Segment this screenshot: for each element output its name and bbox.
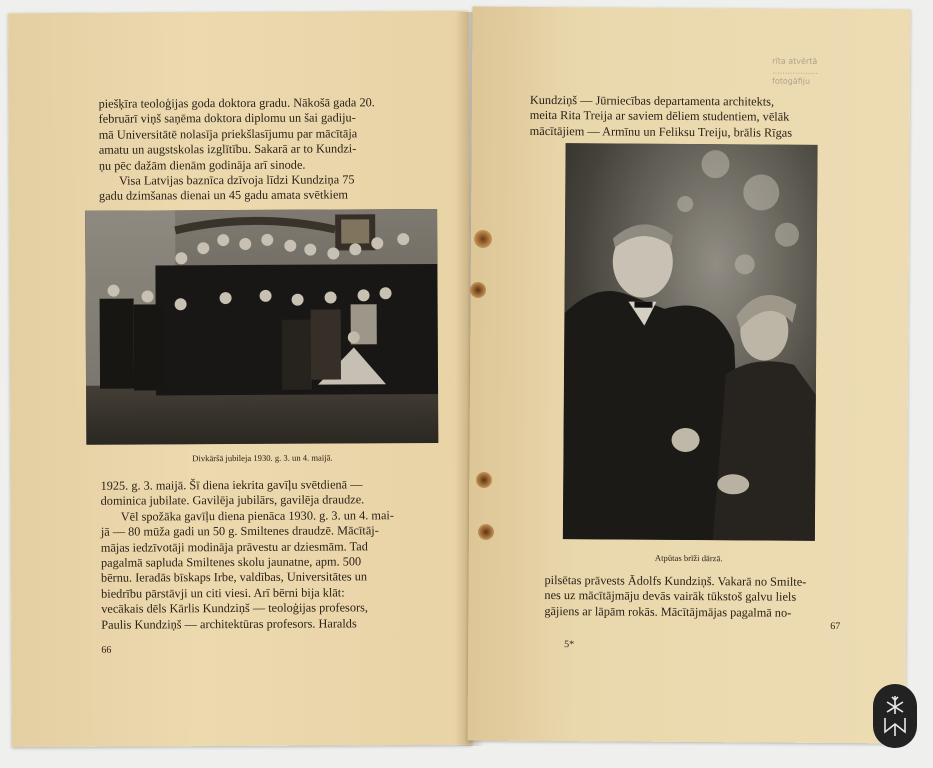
watermark-badge: [873, 684, 917, 748]
text-line: 1925. g. 3. maijā. Šī diena iekrita gavīļu svētdienā —: [100, 477, 363, 493]
text-line: meita Rita Treija ar saviem dēliem studentiem, vēlāk: [529, 108, 790, 125]
pencil-note: [772, 57, 818, 87]
text-line: amatu un augstskolas izglītību. Sakarā ar to Kundzi-: [98, 141, 357, 157]
rust-stain: [478, 524, 494, 540]
text-line: dominica jubilate. Gavilēja jubilārs, gavilēja draudze.: [100, 492, 365, 509]
text-line: gājiens ar lāpām rokās. Mācītājmājas pagalmā no-: [544, 603, 792, 620]
signature-mark: 5*: [564, 639, 575, 651]
group-photo-image: [85, 209, 438, 445]
text-line: februārī viņš saņēma doktora diplomu un šai gadiju-: [98, 110, 356, 127]
right-page: [467, 6, 910, 743]
text-line: jā — 80 mūža gadi un 50 g. Smiltenes draudzē. Mācītāj-: [100, 523, 379, 539]
rust-stain: [470, 282, 486, 298]
left-page: [8, 11, 472, 747]
text-line: bērnu. Ieradās bīskaps Irbe, valdības, Universitātes un: [101, 569, 368, 586]
text-line: pilsētas prāvests Ādolfs Kundziņš. Vakarā no Smilte-: [544, 572, 807, 589]
text-line: Vēl spožāka gavīļu diena pienāca 1930. g. 3. un 4. mai-: [120, 508, 394, 524]
text-line: nes uz mācītājmāju devās vairāk tūkstoš galvu liels: [544, 588, 797, 605]
text-line: vecākais dēls Kārlis Kundziņš — teoloģijas profesors,: [101, 600, 368, 616]
text-line: Kundziņš — Jūrniecības departamenta architekts,: [529, 92, 775, 109]
group-photo: [85, 209, 438, 445]
text-line: mā Universitātē nolasīja priekšlasījumu par mācītāja: [98, 126, 358, 142]
right-page-number: 67: [830, 620, 841, 633]
left-page-number: 66: [101, 644, 112, 656]
left-bottom-paragraph: [101, 477, 422, 633]
left-top-paragraph: [99, 95, 412, 204]
couple-photo: [563, 143, 818, 541]
text-line: Paulis Kundziņš — architektūras profesors. Haralds: [101, 616, 357, 632]
couple-photo-caption: Atpūtas brīži dārzā.: [654, 552, 723, 564]
couple-photo-image: [563, 143, 818, 541]
snowflake-monogram-icon: [873, 684, 917, 748]
text-line: gadu dzimšanas dienai un 45 gadu amata svētkiem: [99, 187, 349, 204]
right-bottom-paragraph: [544, 573, 846, 621]
text-line: pagalmā sapluda Smiltenes skolu jaunatne, apm. 500: [100, 554, 362, 570]
rust-stain: [476, 472, 492, 488]
text-line: mājas iedzīvotāji modināja prāvestu ar dziesmām. Tad: [100, 538, 368, 555]
right-top-paragraph: [530, 93, 844, 141]
text-line: ņu pēc dažām dienām godināja arī sinode.: [98, 157, 306, 173]
text-line: piešķīra teoloģijas goda doktora gradu. Nākošā gada 20.: [98, 95, 375, 111]
text-line: biedrību pārstāvji un citi viesi. Arī bērni bija klāt:: [101, 585, 345, 601]
pencil-note-line: fotogāfiju: [772, 76, 811, 86]
group-photo-caption: Divkāršā jubileja 1930. g. 3. un 4. maijā.: [192, 452, 333, 464]
text-line: mācītājiem — Armīnu un Feliksu Treiju, brālis Rīgas: [529, 123, 793, 140]
pencil-note-line: rīta atvērtā: [772, 56, 818, 66]
pencil-note-line: ..................: [772, 66, 818, 76]
rust-stain: [474, 230, 492, 248]
text-line: Visa Latvijas baznīca dzīvoja līdzi Kundziņa 75: [118, 172, 355, 188]
